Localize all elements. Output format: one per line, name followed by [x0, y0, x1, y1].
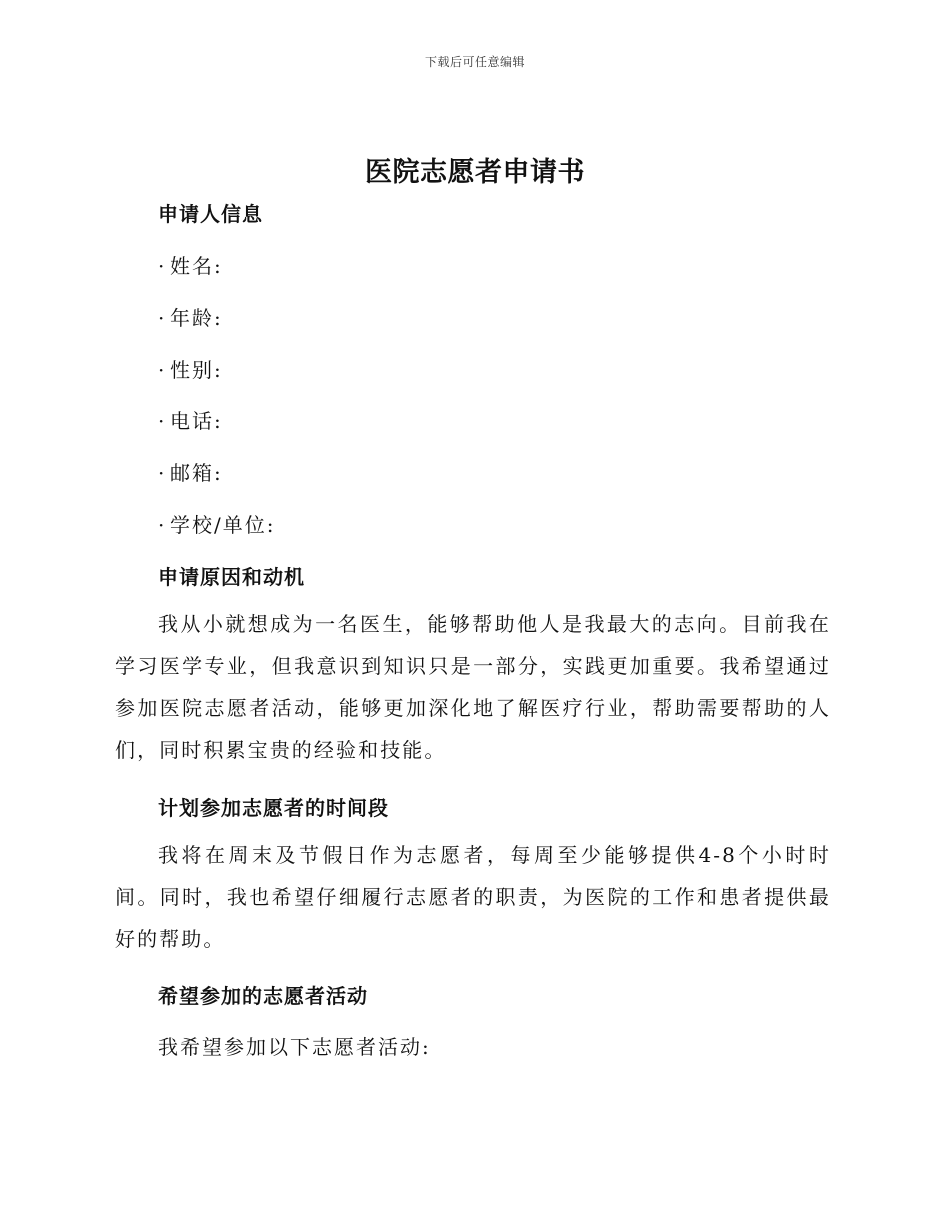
field-label: 学校/单位:	[170, 513, 276, 537]
field-school-org	[158, 509, 275, 538]
field-age	[158, 302, 223, 331]
motivation-paragraph: 我从小就想成为一名医生，能够帮助他人是我最大的志向。目前我在学习医学专业，但我意识到知识只是一部分，实践更加重要。我希望通过参加医院志愿者活动，能够更加深化地了解医疗行业，帮助需要帮助的人们，同时积累宝贵的经验和技能。	[115, 612, 831, 762]
bullet: ·	[158, 461, 167, 485]
field-label: 邮箱:	[170, 461, 223, 485]
field-email	[158, 457, 223, 486]
section-heading-applicant-info: 申请人信息	[158, 202, 263, 226]
header-note: 下载后可任意编辑	[424, 55, 525, 69]
bullet: ·	[158, 409, 167, 433]
section-heading-activities: 希望参加的志愿者活动	[158, 984, 368, 1008]
field-name	[158, 250, 223, 279]
bullet: ·	[158, 358, 167, 382]
section-heading-schedule: 计划参加志愿者的时间段	[158, 796, 389, 820]
field-label: 电话:	[170, 409, 223, 433]
document-title: 医院志愿者申请书	[365, 157, 585, 188]
field-gender	[158, 354, 223, 383]
bullet: ·	[158, 254, 167, 278]
activities-intro: 我希望参加以下志愿者活动:	[158, 1035, 431, 1059]
bullet: ·	[158, 513, 167, 537]
field-label: 姓名:	[170, 254, 223, 278]
section-heading-motivation: 申请原因和动机	[158, 565, 305, 589]
field-phone	[158, 405, 223, 434]
bullet: ·	[158, 306, 167, 330]
schedule-paragraph: 我将在周末及节假日作为志愿者，每周至少能够提供4-8个小时时间。同时，我也希望仔细履行志愿者的职责，为医院的工作和患者提供最好的帮助。	[115, 843, 831, 951]
field-label: 年龄:	[170, 306, 223, 330]
field-label: 性别:	[170, 358, 223, 382]
